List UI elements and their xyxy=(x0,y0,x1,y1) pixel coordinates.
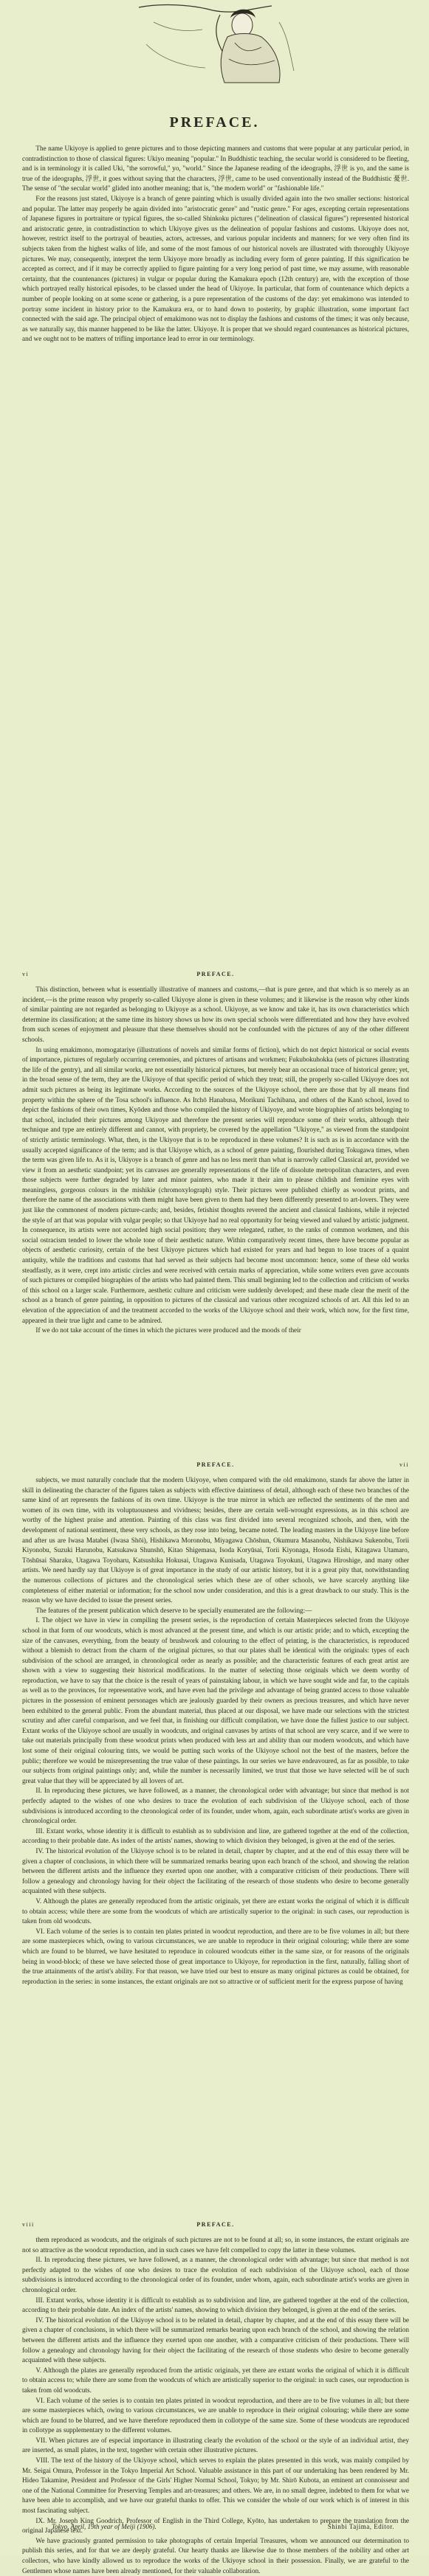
running-head xyxy=(22,971,409,981)
paragraph: II. In reproducing these pictures, we have followed, as a manner, the chronological order with advantage; but since that method is not perfectly adapted to the wishes of one who desires to trace the evolution of each subdivision of the Ukiyoye school, each of those subdivisions is introduced according to the chronological order of its founder, under whom, again, each subordinate artist's works are given in chronological order. xyxy=(22,1787,409,1825)
preface-page-3 xyxy=(22,1475,409,2217)
paragraph: For the reasons just stated, Ukiyoye is a branch of genre painting which is usually divided again into the two smaller sections: historical and popular. The latter may properly be again divided into "aristocratic genre" and "rustic genre." For ages, excepting certain representations of Japanese figures in portraiture or typical figures, the so-called Shinkoku pictures ("delineation of classical figures") represented historical and aristocratic genre, in contradistinction to which Ukiyoye gives us the delineation of popular fashions and customs. Ukiyoye does not, however, restrict itself to the portrayal of beauties, actors, actresses, and various popular incidents and manners; for we very often find its subjects taken from the highest walks of life, and some of the most famous of our historical novels are illustrated with thoroughly Ukiyoye pictures. We may, consequently, interpret the term Ukiyoye more broadly as including every form of genre painting. If this signification be accepted as correct, and if it may be correctly applied to figure painting for a very long period of past time, we may assume, with reasonable certainty, that the countenances (pictures) in vulgar or popular during the Kamakura epoch (12th century) are, with the exception of those which portrayed really historical episodes, to be classed under the head of Ukiyoye. In particular, that form of countenance which depicts a number of people looking on at some scene or gathering, is a pure representation of the customs of the day: yet emakimono was intended to portray some incident in history prior to the Kamakura era, or to hand down to posterity, by graphic illustration, some important fact connected with the said age. The principal object of emakimono was not to display the fashions and customs of the times; it was only because, as we naturally say, this manner happened to be like the latter. Ukiyoye. It is proper that we should regard countenances as historical pictures, and we ought not to be matters of trifling importance lead to error in our terminology. xyxy=(22,194,409,343)
running-head-label: PREFACE. xyxy=(196,1461,235,1468)
paragraph: VI. Each volume of the series is to contain ten plates printed in woodcut reproduction, and there are to be five volumes in all; but there are some masterpieces which, owing to various circumstances, we are unable to reproduce in their original colouring; while there are some which are found to be blurred, we have hesitated to reproduce in coloured woodcuts either in the same size, or for reasons of the originals being in wood-block; of these we have selected those of great importance to Ukiyoye, for reproduction in the first, naturally, falling short of the true attainments of the artist's ability. For that reason, we have tried our best to ensure as many original pictures as could be obtained, for reproduction in the series: in some instances, the extant originals are not so attractive or of sufficient merit for the express purpose of having xyxy=(22,1927,409,1985)
running-head xyxy=(22,2221,409,2232)
page-number: vi xyxy=(22,971,30,977)
running-head xyxy=(22,1461,409,1472)
paragraph: IX. Mr. Joseph King Goodrich, Professor of English in the Third College, Kyōto, has undertaken to prepare the translation from the original Japanese text. xyxy=(22,2516,409,2535)
page-number: vii xyxy=(399,1461,409,1468)
preface-date: Tokyo, April, 19th year of Meiji (1906). xyxy=(52,2523,157,2530)
paragraph: VI. Each volume of the series is to contain ten plates printed in woodcut reproduction, and there are to be five volumes in all; but there are some masterpieces which, owing to various circumstances, we are unable to reproduce in their original colouring; while there are some which are found to be blurred, and we have therefore reproduced them in collotype of the same size. Some of these woodcuts are reproduced in collotype as supplementary to the different volumes. xyxy=(22,2396,409,2434)
preface-title: PREFACE. xyxy=(169,114,260,131)
paragraph: The name Ukiyoye is applied to genre pictures and to those depicting manners and customs that were popular at any particular period, in contradistinction to those of classical figures: Ukiyo meaning "popular." In Buddhistic teaching, the secular world is considered to be fleeting, and is in terminology it is called Uki, "the sorrowful," yo, "world." Since the Japanese reading of the ideographs, 浮世 is yo, and the same is true of the ideographs, 浮世, it goes without saying that the characters, 浮世, came to be used conventionally instead of the Buddhistic 憂世. The sense of "the secular world" glided into another meaning; that is, "the modern world" or "fashionable life." xyxy=(22,145,409,193)
paragraph: In using emakimono, momogatariye (illustrations of novels and similar forms of fiction), which do not depict historical or social events of importance, pictures of regularly occurring ceremonies, and pictures of artisans and workmen; Fukubokuhokka (sets of pictures illustrating the life of the gentry), and all similar works, are not essentially historical pictures, but merely bear an occasional trace of historical genre; yet, in the broad sense of the term, they are the Ukiyoye of that specific period of which they treat; still, the properly so-called Ukiyoye does not admit such pictures as being its legitimate works. According to the sources of the Ukiyoye school, there are those that by all means find property within the sphere of the Tosa school's influence. As Itchō Hanabusa, Morikuni Tachibana, and others of the Kanō school, loved to depict the fashions of their own times, Kyōden and those who compiled the history of Ukiyoye, and wrote biographies of artists belonging to that school, included their pictures among Ukiyoye and therefore the present series will reproduce some of their works, although their technique and type are entirely different and cannot, with propriety, be covered by the appellation "Ukiyoye," as viewed from the standpoint of strictly artistic terminology. What, then, is the Ukiyoye that is to be reproduced in these volumes? It is such as is in accordance with the usually accepted significance of the term; and is that Ukiyoye which, as a school of genre painting, flourished during Tokugawa times, when the term was given life to. As it is, Ukiyoye is a branch of genre and has no less merit than what is narrowly called Classical art, provided we view it from an aesthetic standpoint; yet its canvases are generally representations of the life of dissolute metropolitan characters, and even those subjects were further degraded by later and minor painters, who made it their aim to please childish and feminine eyes with meaningless, gorgeous colours in the mishikie (chromoxylograph) style. Their pictures were published chiefly as woodcut prints, and therefore the name of the associations with them might have been given to them had they been differently presented to art-lovers. They were just like the commonest of modern picture-cards; and, besides, fetishist thoughts revered the ancient and classical fashions, while it rejected the style of art that was popular with vulgar people; so that Ukiyoye had no real opportunity for being viewed and valued by artistic judgment. In consequence, its artists were not accorded high social position; they were relegated, rather, to the ranks of common workmen, and this social ostracism tended to lower the whole tone of their aesthetic nature. Within comparatively recent times, there have become popular as objects of aesthetic curiosity, certain of the best Ukiyoye pictures which had existed for years and had begun to lose traces of a quaint antiquity, while the traditions and customs that had served as their subjects had become most uncommon: hence, some of these old works steadfastly, as it were, crept into artistic circles and were received with certain marks of appreciation, while some writers even gave accounts of such pictures or compiled biographies of the artists who had painted them. This small beginning led to the collection and criticism of works of this school on a larger scale. Furthermore, aesthetic culture and criticism were suddenly developed; and these made clear the merit of the school as a branch of genre painting, in opposition to pictures of the classical and various other recognized schools of art. All this led to an elevation of the appreciation of and the treatment accorded to the works of the Ukiyoye school and their work, which now, for the first time, appeared in their true light and came to be admired. xyxy=(22,1045,409,1324)
page-number: viii xyxy=(22,2221,35,2228)
frontispiece-illustration xyxy=(131,0,301,87)
paragraph: The features of the present publication which deserve to be specially enumerated are the following:— xyxy=(35,1606,312,1614)
paragraph: subjects, we must naturally conclude that the modern Ukiyoye, when compared with the old emakimono, stands far above the latter in skill in delineating the character of the figures taken as subjects with effective daintiness of detail, although each of these two branches of the same kind of art represents the fashions of its own time. Ukiyoye is the true mirror in which are reflected the sentiments of the men and women of its own time, with its voluptuousness and vividness; besides, there are certain well-wrought expressions, as in this school are worthy of the highest praise and attention. Painting of this class was first divided into several recognized schools, and then, with the development of national sentiment, these very schools, as they rose into being, became noted. The leading masters in the Ukiyoye line before and after us are Iwasa Matabei (Iwasa Shōi), Hishikawa Moronobu, Miyagawa Chōshun, Okumura Masanobu, Nishikawa Sukenobu, Torii Kiyonobu, Suzuki Harunobu, Katsukawa Shunshō, Kitao Shigemasa, Isoda Koryūsai, Torii Kiyonaga, Hosoda Eishi, Kitagawa Utamaro, Tōshūsai Sharaku, Utagawa Toyoharu, Katsushika Hokusai, Utagawa Kunisada, Utagawa Toyokuni, Utagawa Hiroshige, and many other artists. We need hardly say that Ukiyoye is of great importance in the study of our artistic history, but it is a great pity that, notwithstanding the numerous collections of pictures and the chronological series which these are of other schools, we have scarcely anything like completeness of either material or information; for the school now under consideration, and this is a great drawback to our study. This is the reason why we have decided to issue the present series. xyxy=(22,1476,409,1604)
preface-page-2 xyxy=(22,985,409,1457)
paragraph: We have graciously granted permission to take photographs of certain Imperial Treasures, whom we announced our determination to publish this series, and for that we are deeply grateful. Our hearty thanks are likewise due to those members of the nobility and other art collectors, who have kindly allowed us to reproduce the works of the Ukiyoye school in their possession. Finally, we are grateful to the Gentlemen whose names have been already mentioned, for their valuable collaboration. xyxy=(22,2536,409,2575)
paragraph: them reproduced as woodcuts, and the originals of such pictures are not to be found at all; so, in some instances, the extant originals are not so attractive as the woodcut reproduction, and in such cases we have felt compelled to copy the latter in these volumes. xyxy=(22,2236,409,2254)
paragraph: III. Extant works, whose identity it is difficult to establish as to subdivision and line, are gathered together at the end of the collection, according to their probable date. An index of the artists' names, showing to which division they belonged, is given at the end of the series. xyxy=(22,2296,409,2314)
editor-name: Shinbi Tajima, Editor. xyxy=(327,2523,394,2530)
paragraph: If we do not take account of the times in which the pictures were produced and the moods of their xyxy=(35,1326,301,1334)
running-head-label: PREFACE. xyxy=(196,971,235,977)
paragraph: IV. The historical evolution of the Ukiyoye school is to be related in detail, chapter by chapter, and at the end of this essay there will be given a chapter of conclusions, in which there will be summarized remarks bearing upon each branch of the school, and showing the relation between the different artists and the influence they exerted upon one another, with a comparative criticism of their productions. There will follow a genealogy and chronology having for their object the facilitating of the research of those students who desire to become generally acquainted with these subjects. xyxy=(22,1846,409,1895)
running-head-label: PREFACE. xyxy=(196,2221,235,2228)
paragraph: This distinction, between what is essentially illustrative of manners and customs,—that is pure genre, and that which is so merely as an incident,—is the prime reason why properly so-called Ukiyoye alone is given in these volumes; and it likewise is the reason why other kinds of similar painting are not regarded as belonging to Ukiyoye as a school. Ukiyoye, as we know and take it, has its own characteristics which determine its classification; at the same time its history shows us how its own special schools were differentiated and how they have evolved from such scenes of enjoyment and pleasure that these themselves should not be confounded with the pictures of any of the other different schools. xyxy=(22,986,409,1043)
paragraph: III. Extant works, whose identity it is difficult to establish as to subdivision and line, are gathered together at the end of the collection, according to their probable date. As index of the artists' names, showing to which division they belonged, is given at the end of the series. xyxy=(22,1827,409,1845)
paragraph: VII. When pictures are of especial importance in illustrating clearly the evolution of the school or the style of an individual artist, they are inserted, as small plates, in the text, together with certain other illustrative pictures. xyxy=(22,2436,409,2454)
paragraph: IV. The historical evolution of the Ukiyoye school is to be related in detail, chapter by chapter, and at the end of this essay there will be given a chapter of conclusions, in which there will be summarized remarks bearing upon each branch of the school, and showing the relation between the different artists and the influence they exerted upon one another, with a comparative criticism of their productions. There will follow a genealogy and chronology having for their object the facilitating of the research of those students who desire to become generally acquainted with these subjects. xyxy=(22,2316,409,2364)
paragraph: V. Although the plates are generally reproduced from the artistic originals, yet there are extant works the original of which it is difficult to obtain access to; while there are some from the woodcuts of which are artistically superior to the original: in such cases, our reproduction is taken from old woodcuts. xyxy=(22,2366,409,2394)
paragraph: I. The object we have in view in compiling the present series, is the reproduction of certain Masterpieces selected from the Ukiyoye school in that form of our woodcuts, which is most advanced at the present time, and which is our artistic pride; and to which, excepting the size of the canvases, everything, from the beauty of brushwork and colouring to the effect of printing, is the characteristics, is reproduced without a blemish to detract from the charm of the original pictures, so that our plates shall be identical with the originals: types of each subdivision of the school are arranged, in chronological order as nearly as possible; and the characteristic features of each great artist are shown with a view to suggesting their historical modifications. In the matter of selecting those originals which we deem worthy of reproduction, we have to say that the choice is the result of years of painstaking labour, in which we have sought wide and far, to the capitals as well as to the provinces, for representative work, and have even had the privilege and advantage of being granted access to those valuable pictures in the possession of eminent personages which are jealously guarded by their owners as precious treasures, and which have never been exhibited to the general public. From the abundant material, thus placed at our disposal, we have made our selections with the strictest scrutiny and after careful comparison, and we feel that, in finishing our difficult compilation, we have done the fullest justice to our subject. Extant works of the Ukiyoye school are usually in woodcuts, and original canvases by artists of that school are very scarce, and if we were to take out materials principally from these woodcut prints when produced with less art and ability than our modern woodcuts, and which have lost some of their original colouring tints, we would be putting such works of the Ukiyoye school not the best of the masters, before the public; therefore we would be misrepresenting the true value of these paintings. In our series we have endeavoured, as far as possible, to take our subjects from original paintings only; and, while the number is necessarily limited, we trust that those we have selected will be of such great value that they will be appreciated by all lovers of art. xyxy=(22,1616,409,1784)
paragraph: II. In reproducing these pictures, we have followed, as a manner, the chronological order with advantage; but since that method is not perfectly adapted to the wishes of one who desires to trace the evolution of each subdivision of the Ukiyoye school, each of those subdivisions is introduced according to the chronological order of its founder, under whom, again, each subordinate artist's works are given in chronological order. xyxy=(22,2256,409,2293)
paragraph: VIII. The text of the history of the Ukiyoye school, which serves to explain the plates presented in this work, was mainly compiled by Mr. Seigai Omura, Professor in the Tokyo Imperial Art School. Valuable assistance in this part of our undertaking has been rendered by Mr. Hideo Takamine, President and Professor of the Girls' Higher Normal School, Tokyo; by Mr. Shirō Kubota, an eminent art connoisseur and one of the National Committee for Preserving Temples and art-treasures; and others. We are, in no small degree, indebted to them for what we have been able to accomplish, and we have our grateful thanks to offer. This we consider the whole of our work which is of interest in this most fascinating subject. xyxy=(22,2456,409,2515)
preface-page-1 xyxy=(22,144,409,966)
paragraph: V. Although the plates are generally reproduced from the artistic originals, yet there are extant works the original of which it is difficult to obtain access; while there are some from the woodcuts of which are artistically superior to the original: in such cases, our reproduction is taken from old woodcuts. xyxy=(22,1897,409,1925)
